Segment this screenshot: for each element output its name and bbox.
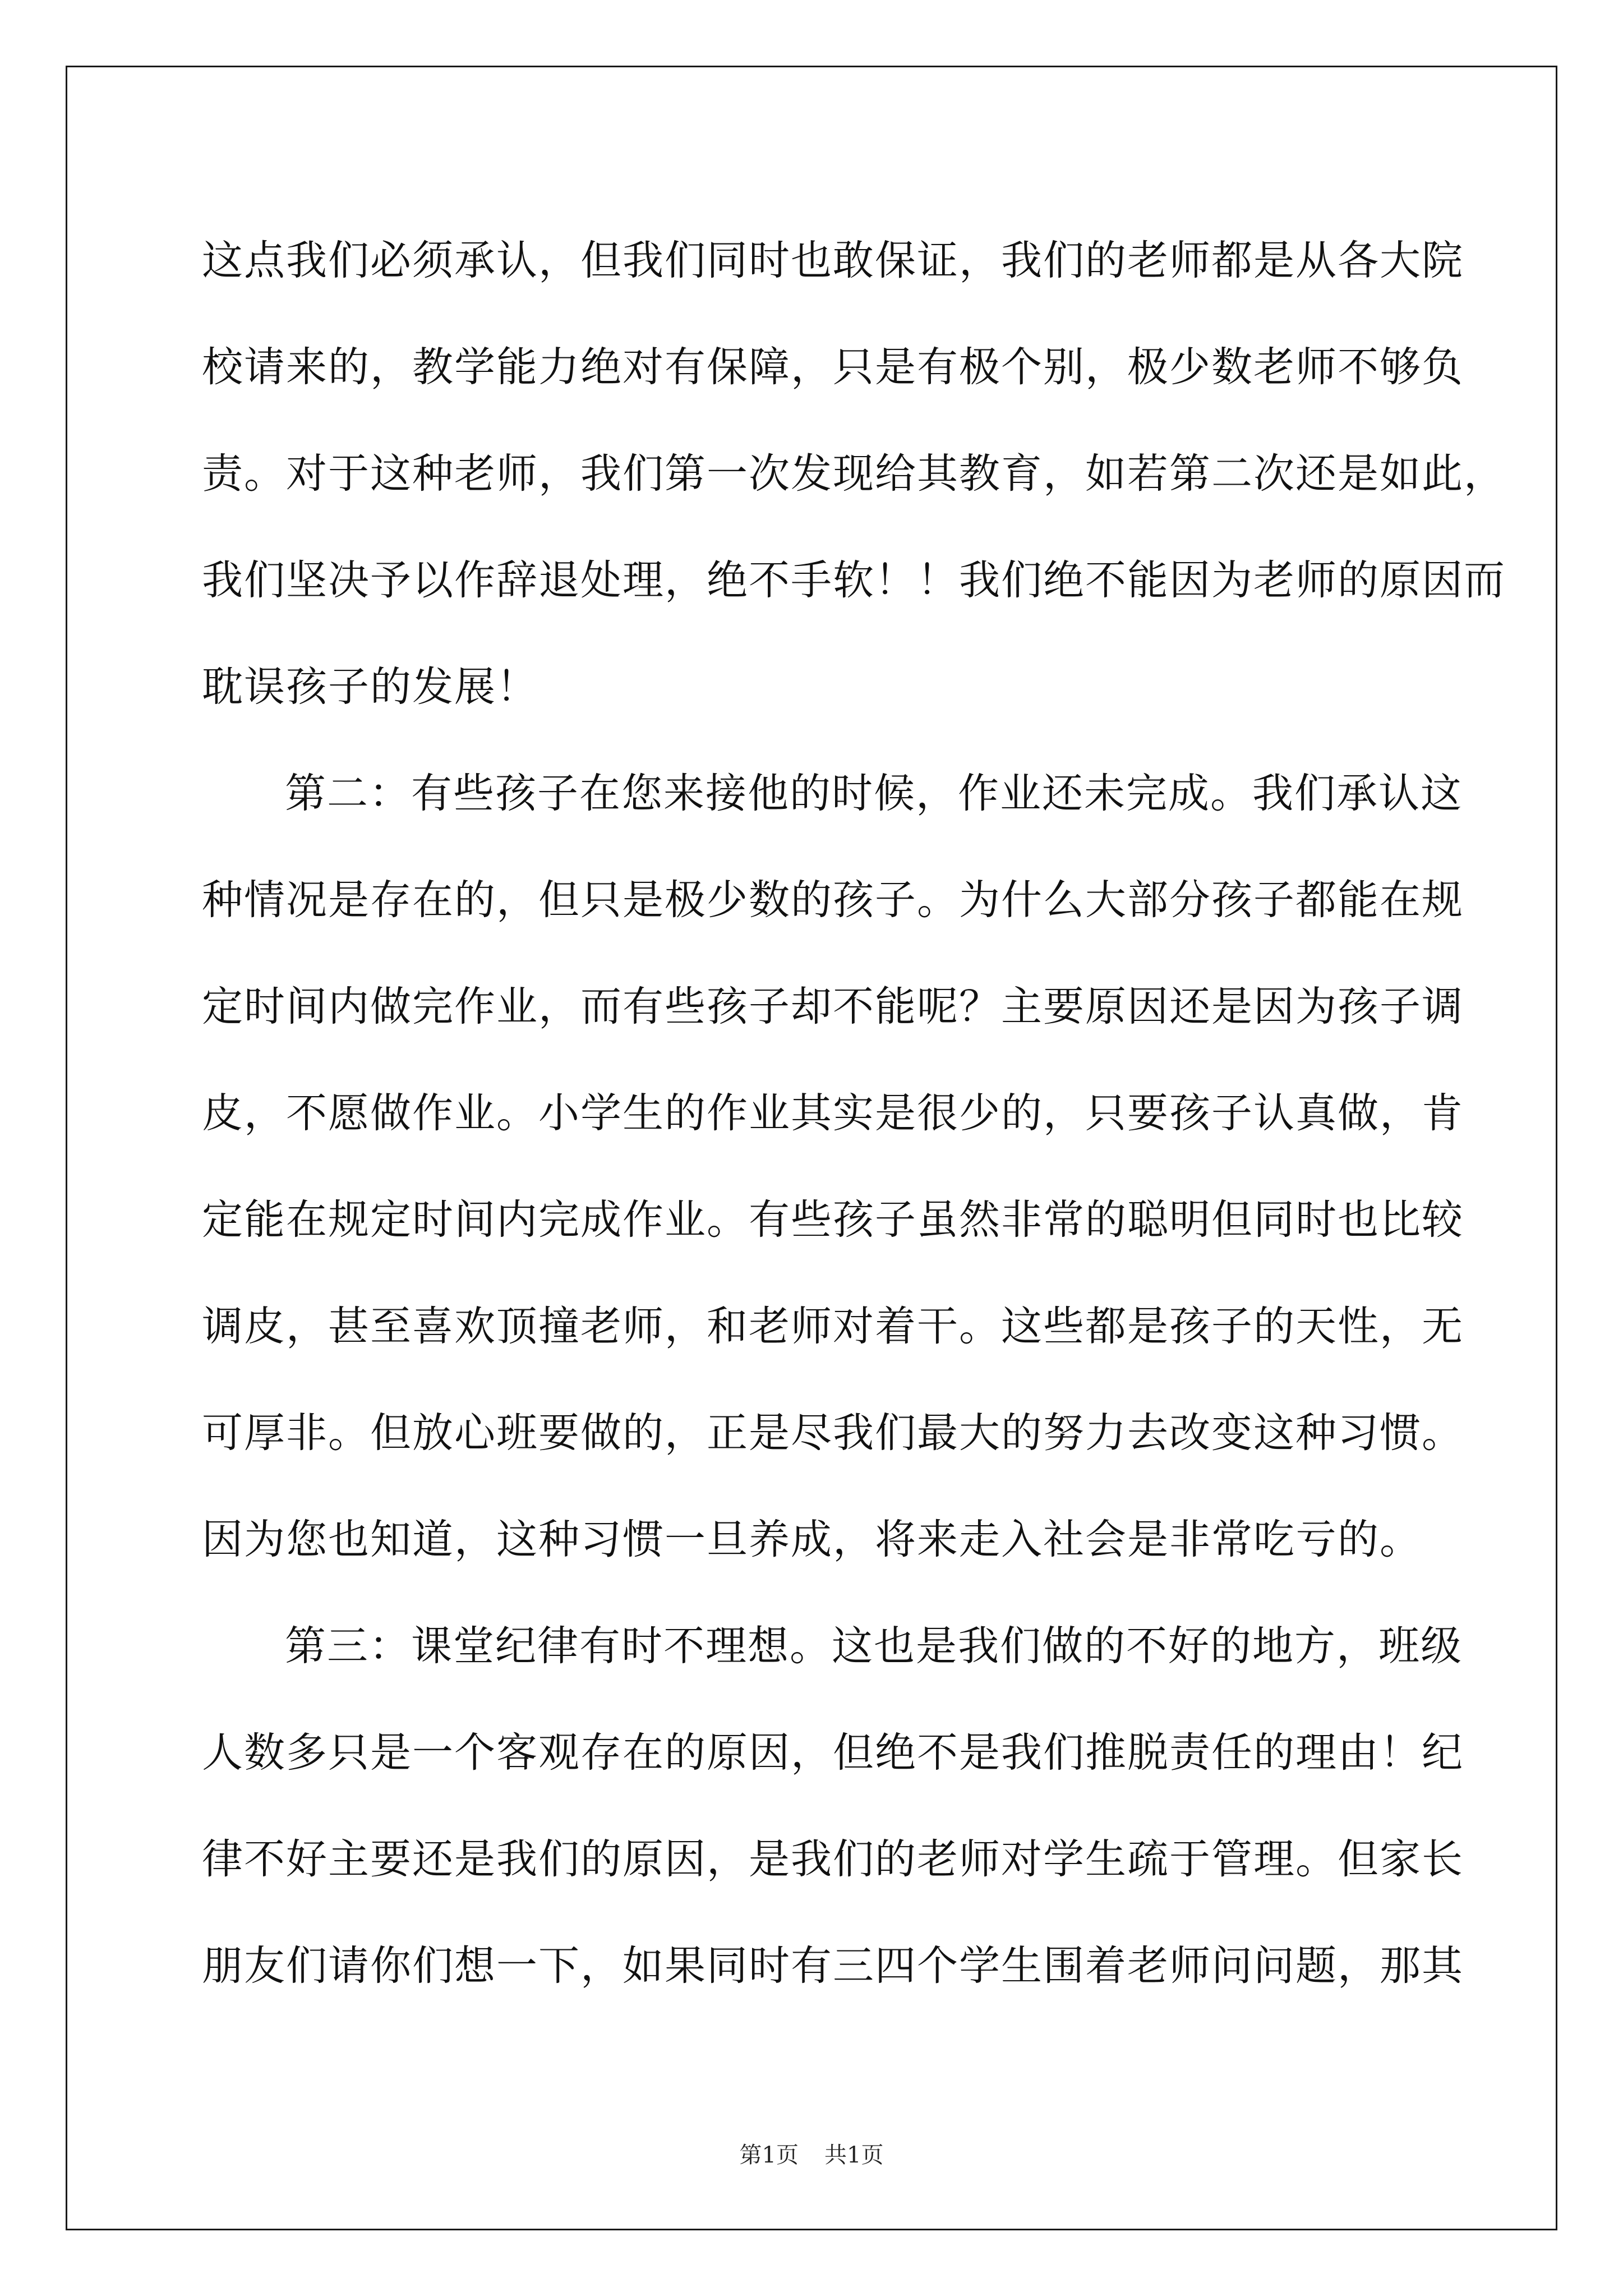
- page-total: 共1页: [824, 2142, 884, 2168]
- text-line: 调皮，甚至喜欢顶撞老师，和老师对着干。这些都是孩子的天性，无: [202, 1303, 1464, 1350]
- text-line: 因为您也知道，这种习惯一旦养成，将来走入社会是非常吃亏的。: [202, 1516, 1422, 1563]
- text-line: 人数多只是一个客观存在的原因，但绝不是我们推脱责任的理由！纪: [202, 1729, 1464, 1777]
- text-line: 可厚非。但放心班要做的，正是尽我们最大的努力去改变这种习惯。: [202, 1409, 1464, 1457]
- text-line: 我们坚决予以作辞退处理，绝不手软！！我们绝不能因为老师的原因而: [202, 556, 1506, 604]
- text-line: 朋友们请你们想一下，如果同时有三四个学生围着老师问问题，那其: [202, 1942, 1464, 1990]
- text-line: 责。对于这种老师，我们第一次发现给其教育，如若第二次还是如此，: [202, 450, 1506, 498]
- paragraph-start-line: 第三：课堂纪律有时不理想。这也是我们做的不好的地方，班级: [285, 1622, 1463, 1670]
- paragraph-start-line: 第二：有些孩子在您来接他的时候，作业还未完成。我们承认这: [285, 770, 1463, 817]
- text-line: 耽误孩子的发展！: [202, 663, 538, 711]
- text-line: 校请来的，教学能力绝对有保障，只是有极个别，极少数老师不够负: [202, 343, 1464, 391]
- text-line: 律不好主要还是我们的原因，是我们的老师对学生疏于管理。但家长: [202, 1835, 1464, 1883]
- text-line: 种情况是存在的，但只是极少数的孩子。为什么大部分孩子都能在规: [202, 876, 1464, 924]
- page-number: 第1页: [739, 2142, 799, 2168]
- text-line: 定时间内做完作业，而有些孩子却不能呢？主要原因还是因为孩子调: [202, 983, 1464, 1030]
- text-line: 皮，不愿做作业。小学生的作业其实是很少的，只要孩子认真做，肯: [202, 1089, 1464, 1137]
- text-line: 这点我们必须承认，但我们同时也敢保证，我们的老师都是从各大院: [202, 237, 1464, 284]
- document-body: [202, 208, 1506, 2019]
- page-footer: [0, 2138, 1623, 2172]
- text-line: 定能在规定时间内完成作业。有些孩子虽然非常的聪明但同时也比较: [202, 1196, 1464, 1244]
